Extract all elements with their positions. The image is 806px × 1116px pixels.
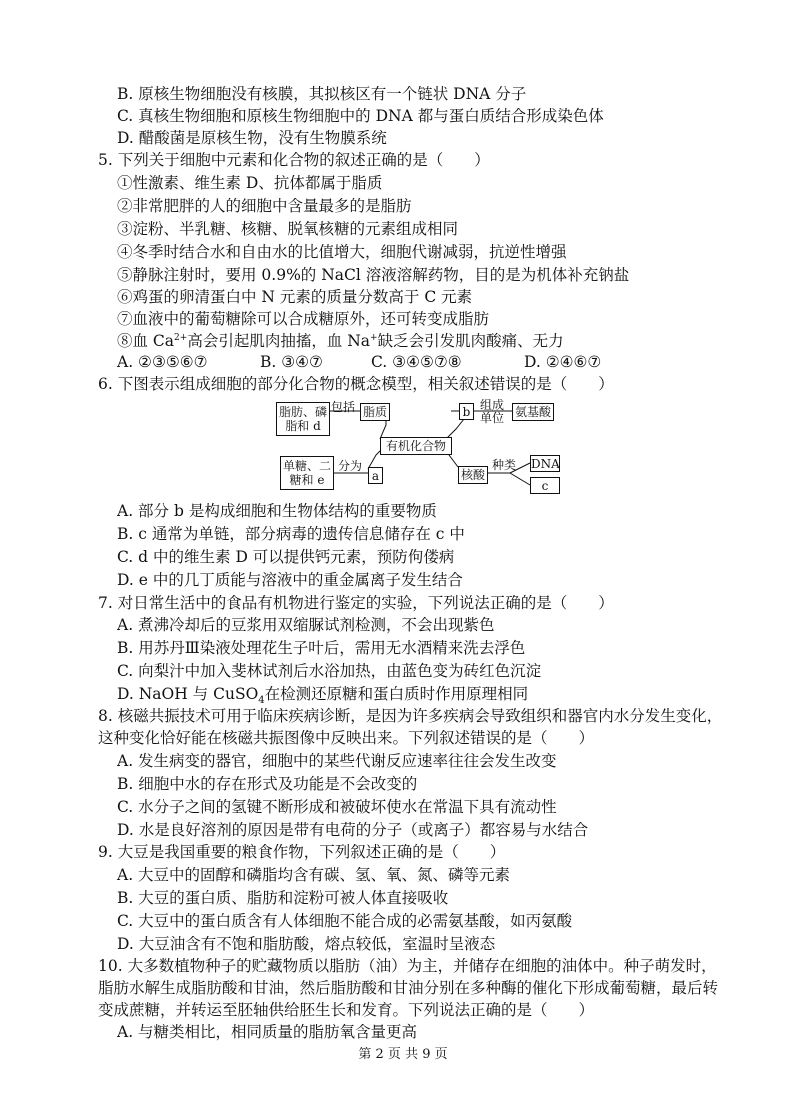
q9-option-a: A. 大豆中的固醇和磷脂均含有碳、氢、氧、氮、磷等元素 bbox=[117, 866, 511, 884]
q8-option-d: D. 水是良好溶剂的原因是带有电荷的分子（或离子）都容易与水结合 bbox=[117, 821, 589, 839]
question-8: 8. 核磁共振技术可用于临床疾病诊断，是因为许多疾病会导致组织和器官内水分发生变化， bbox=[98, 707, 723, 725]
q4-option-c: C. 真核生物细胞和原核生物细胞中的 DNA 都与蛋白质结合形成染色体 bbox=[117, 107, 604, 125]
q8-option-b: B. 细胞中水的存在形式及功能是不会改变的 bbox=[117, 775, 418, 793]
q5-option-c: C. ③④⑤⑦⑧ bbox=[371, 353, 462, 371]
q5-statement-8: ⑧血 $Ca^{2+}$高会引起肌肉抽搐，血 Na+缺乏会引发肌肉酸痛、无力 bbox=[117, 332, 564, 350]
q5-statement-5: ⑤静脉注射时，要用 0.9%的 NaCl 溶液溶解药物，目的是为机体补充钠盐 bbox=[117, 266, 630, 284]
q9-option-d: D. 大豆油含有不饱和脂肪酸，熔点较低，室温时呈液态 bbox=[117, 935, 496, 953]
q7-option-b: B. 用苏丹Ⅲ染液处理花生子叶后，需用无水酒精来洗去浮色 bbox=[117, 639, 526, 657]
question-10-line-2: 脂肪水解生成脂肪酸和甘油，然后脂肪酸和甘油分别在多种酶的催化下形成葡萄糖，最后转 bbox=[98, 979, 719, 997]
lipid-components-box: 脂肪、磷 脂和 d bbox=[276, 402, 330, 436]
question-8-line-2: 这种变化恰好能在核磁共振图像中反映出来。下列叙述错误的是（ ） bbox=[98, 729, 595, 747]
q5-option-b: B. ③④⑦ bbox=[260, 353, 323, 371]
q6-option-a: A. 部分 b 是构成细胞和生物体结构的重要物质 bbox=[117, 502, 437, 520]
amino-acid-box: 氨基酸 bbox=[512, 403, 554, 421]
question-5: 5. 下列关于细胞中元素和化合物的叙述正确的是（ ） bbox=[98, 151, 490, 169]
q5-statement-7: ⑦血液中的葡萄糖除可以合成糖原外，还可转变成脂肪 bbox=[117, 310, 490, 328]
q4-option-b: B. 原核生物细胞没有核膜，其拟核区有一个链状 DNA 分子 bbox=[117, 85, 527, 103]
q5-statement-3: ③淀粉、半乳糖、核糖、脱氧核糖的元素组成相同 bbox=[117, 220, 459, 238]
q4-option-d: D. 醋酸菌是原核生物，没有生物膜系统 bbox=[117, 129, 387, 147]
q9-option-b: B. 大豆的蛋白质、脂肪和淀粉可被人体直接吸收 bbox=[117, 889, 449, 907]
q8-option-a: A. 发生病变的器官，细胞中的某些代谢反应速率往往会发生改变 bbox=[117, 752, 557, 770]
q6-option-b: B. c 通常为单链，部分病毒的遗传信息储存在 c 中 bbox=[117, 525, 465, 543]
q7-option-d: D. NaOH 与 CuSO$_4$在检测还原糖和蛋白质时作用原理相同 bbox=[117, 685, 529, 707]
q5-statement-4: ④冬季时结合水和自由水的比值增大，细胞代谢减弱，抗逆性增强 bbox=[117, 243, 567, 261]
c-box: c bbox=[530, 477, 560, 494]
q7-option-a: A. 煮沸冷却后的豆浆用双缩脲试剂检测，不会出现紫色 bbox=[117, 616, 495, 634]
dna-box: DNA bbox=[531, 457, 560, 471]
q5-statement-6: ⑥鸡蛋的卵清蛋白中 N 元素的质量分数高于 C 元素 bbox=[117, 288, 473, 306]
question-10: 10. 大多数植物种子的贮藏物质以脂肪（油）为主，并储存在细胞的油体中。种子萌发时， bbox=[98, 957, 717, 975]
a-box: a bbox=[368, 467, 383, 484]
question-10-line-3: 变成蔗糖，并转运至胚轴供给胚生长和发育。下列说法正确的是（ ） bbox=[98, 1001, 595, 1019]
page-number-footer: 第 2 页 共 9 页 bbox=[358, 1047, 448, 1062]
organic-compound-box: 有机化合物 bbox=[380, 437, 452, 455]
q6-option-d: D. e 中的几丁质能与溶液中的重金属离子发生结合 bbox=[117, 571, 463, 589]
kind-label: 种类 bbox=[492, 458, 517, 472]
b-box: b bbox=[459, 403, 474, 420]
sugar-components-box: 单糖、二 糖和 e bbox=[280, 456, 334, 490]
q9-option-c: C. 大豆中的蛋白质含有人体细胞不能合成的必需氨基酸，如丙氨酸 bbox=[117, 912, 573, 930]
q8-option-c: C. 水分子之间的氢键不断形成和被破坏使水在常温下具有流动性 bbox=[117, 798, 557, 816]
q5-statement-1: ①性激素、维生素 D、抗体都属于脂质 bbox=[117, 174, 383, 192]
q5-option-d: D. ②④⑥⑦ bbox=[524, 353, 602, 371]
q5-option-a: A. ②③⑤⑥⑦ bbox=[117, 353, 208, 371]
q5-statement-2: ②非常肥胖的人的细胞中含量最多的是脂肪 bbox=[117, 197, 412, 215]
question-9: 9. 大豆是我国重要的粮食作物，下列叙述正确的是（ ） bbox=[98, 843, 506, 861]
question-6: 6. 下图表示组成细胞的部分化合物的概念模型，相关叙述错误的是（ ） bbox=[98, 375, 614, 393]
concept-model-diagram bbox=[276, 399, 566, 499]
nucleic-acid-box: 核酸 bbox=[458, 466, 488, 484]
question-7: 7. 对日常生活中的食品有机物进行鉴定的实验，下列说法正确的是（ ） bbox=[98, 594, 614, 612]
q7-option-c: C. 向梨汁中加入斐林试剂后水浴加热，由蓝色变为砖红色沉淀 bbox=[117, 662, 542, 680]
unit-label: 组成 单位 bbox=[480, 398, 505, 425]
divide-label: 分为 bbox=[338, 459, 363, 473]
q6-option-c: C. d 中的维生素 D 可以提供钙元素，预防佝偻病 bbox=[117, 548, 455, 566]
include-label: 包括 bbox=[331, 400, 356, 414]
lipid-box: 脂质 bbox=[360, 403, 390, 421]
q5-options bbox=[117, 351, 757, 373]
q10-option-a: A. 与糖类相比，相同质量的脂肪氧含量更高 bbox=[117, 1023, 418, 1041]
